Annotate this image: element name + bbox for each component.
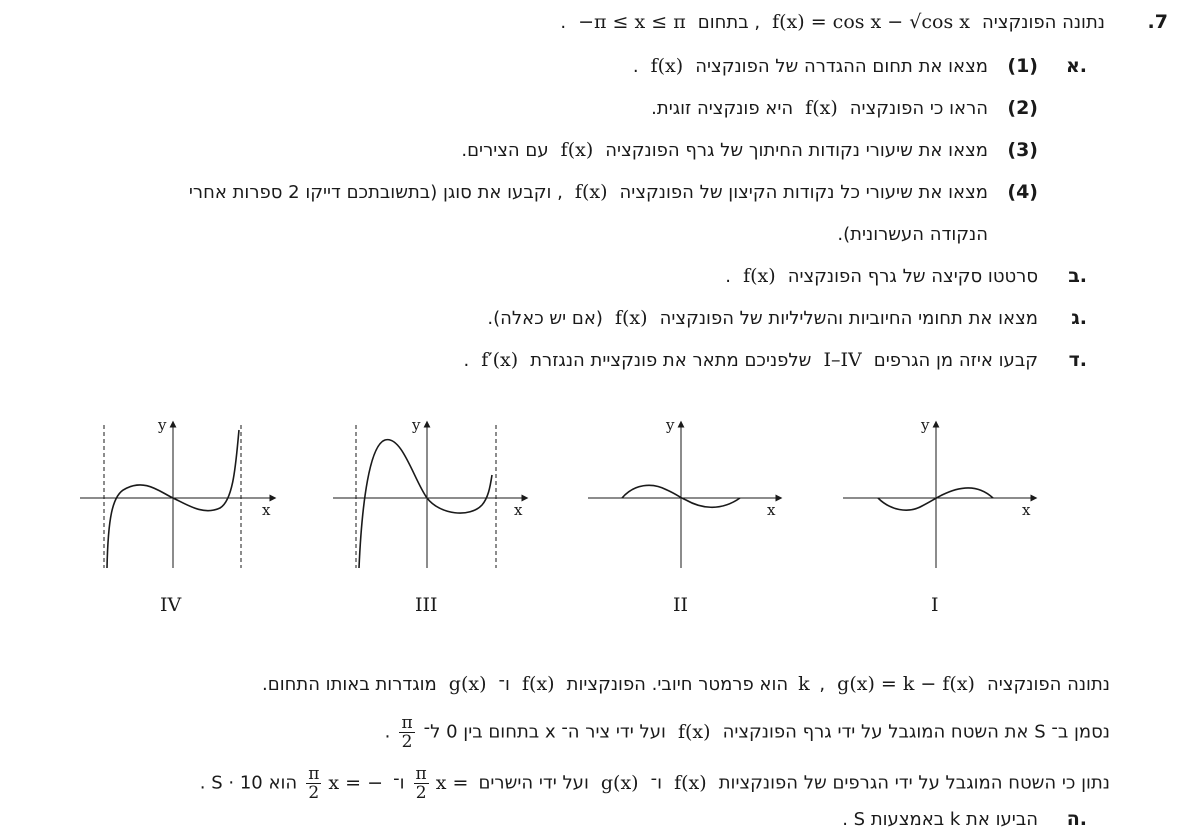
part-c-label: ג. (1071, 307, 1087, 329)
p2-l1-text2: הוא פרמטר חיובי. הפונקציות (566, 674, 789, 695)
item-line2: הנקודה העשרונית). (837, 224, 988, 245)
intro-domain: −π ≤ x ≤ π (578, 11, 686, 33)
graph-iii-y-label: y (412, 416, 421, 434)
p2-l2-math: f(x) (677, 720, 711, 743)
graph-iv-x-label: x (262, 501, 271, 519)
p2-l3-and2: ו־ (393, 772, 405, 794)
item-text: הראו כי הפונקציה (849, 98, 988, 119)
intro-end: . (560, 12, 567, 33)
graph-ii (588, 416, 781, 568)
question-number: .7 (1147, 11, 1168, 33)
p2-l3-math2: g(x) (600, 771, 639, 794)
item-text: מצאו את שיעורי כל נקודות הקיצון של הפונקציה (619, 182, 988, 203)
p2-l1-text: נתונה הפונקציה (987, 674, 1110, 695)
part-c-text: מצאו את תחומי החיוביות והשליליות של הפונקציה (659, 308, 1038, 329)
part-c-tail: (אם יש כאלה). (487, 308, 603, 329)
p2-l3-text: נתון כי השטח המוגבל על ידי הגרפים של הפונקציות (718, 772, 1110, 794)
item-tail: היא פונקציה זוגית. (651, 98, 794, 119)
intro-formula: f(x) = cos x − √cos x (772, 11, 970, 33)
item-tail: , וקבעו את סוגן (בתשובתכם דייקו 2 ספרות אחרי (188, 182, 563, 203)
p2-l3-xeq-neg: x = − (328, 771, 384, 794)
item-math: f(x) (560, 139, 594, 161)
graph-iii-label: III (415, 594, 438, 616)
part2-line-1: נתונה הפונקציה g(x) = k − f(x) , k הוא פרמטר חיובי. הפונקציות f(x) ו־ g(x) מוגדרות באותו התחום. (262, 673, 1110, 695)
graph-ii-label: II (673, 594, 689, 616)
part-b-text: סרטטו סקיצה של גרף הפונקציה (787, 266, 1038, 287)
p2-l3-and: ו־ (650, 772, 663, 794)
intro-text: נתונה הפונקציה (982, 12, 1105, 33)
graph-i-y-label: y (921, 416, 930, 434)
p2-l1-k: k (798, 673, 810, 695)
graph-iii-x-label: x (514, 501, 523, 519)
part-e-text: הביעו את k באמצעות S . (842, 809, 1038, 830)
part2-line-2: נסמן ב־ S את השטח המוגבל על ידי גרף הפונקציה f(x) ועל ידי ציר ה־ x בתחום בין 0 ל־ $\frac{\pi}{2}$ . (384, 713, 1110, 752)
item-text: מצאו את שיעורי נקודות החיתוך של גרף הפונקציה (605, 140, 988, 161)
graph-iii-curve (359, 440, 492, 568)
part-a-item-1-num: (1) (1007, 55, 1038, 77)
p2-l3-text2: ועל ידי הישרים (478, 772, 589, 794)
part-d-label: ד. (1068, 349, 1087, 371)
part-b (725, 264, 1038, 289)
part-a-label: א. (1065, 55, 1087, 77)
item-math: f(x) (574, 181, 608, 203)
graph-ii-x-label: x (767, 501, 776, 519)
part-d-math1: I–IV (823, 349, 862, 371)
p2-l1-math3: g(x) (448, 673, 487, 695)
part-d-tail: . (463, 350, 470, 371)
p2-l3-math: f(x) (674, 771, 707, 794)
graph-iv (80, 416, 275, 568)
part-d-text: קבעו איזה מן הגרפים (873, 350, 1038, 371)
part-d (463, 348, 1038, 373)
p2-l2-text: נסמן ב־ S את השטח המוגבל על ידי גרף הפונקציה (722, 721, 1110, 743)
p2-l3-frac2: $\frac{\pi}{2}$ (308, 764, 320, 803)
part-c-math: f(x) (614, 307, 648, 329)
part-a-item-4 (189, 180, 988, 205)
part-d-math2: f′(x) (481, 349, 519, 371)
part-a-item-4-num: (4) (1007, 181, 1038, 203)
item-math: f(x) (650, 55, 684, 77)
graph-iii (333, 416, 527, 568)
part-d-text2: שלפניכם מתאר את פונקציית הנגזרת (530, 350, 812, 371)
part-a-item-1 (633, 54, 988, 79)
p2-l2-frac: $\frac{\pi}{2}$ (401, 713, 413, 752)
item-math: f(x) (805, 97, 838, 119)
p2-l3-xeq: x = (435, 771, 469, 794)
part-b-label: ב. (1068, 265, 1087, 287)
graph-ii-y-label: y (666, 416, 675, 434)
question-intro (560, 10, 1105, 35)
p2-l1-tail: מוגדרות באותו התחום. (262, 674, 437, 695)
item-text: מצאו את תחום ההגדרה של הפונקציה (695, 56, 988, 77)
intro-domain-text: , בתחום (697, 12, 761, 33)
p2-l1-math2: f(x) (522, 673, 555, 695)
p2-l3-tail: הוא 10 · S . (199, 772, 298, 794)
part-b-tail: . (725, 266, 732, 287)
p2-l3-frac1: $\frac{\pi}{2}$ (415, 764, 427, 803)
p2-l1-math: g(x) = k − f(x) (837, 673, 975, 695)
p2-l1-and: ו־ (498, 674, 510, 695)
part2-line-3 (200, 765, 1110, 802)
part-c (487, 306, 1038, 331)
graph-iv-y-label: y (158, 416, 167, 434)
item-tail: עם הצירים. (461, 140, 549, 161)
item-tail: . (632, 56, 639, 77)
part-e-label: ה. (1066, 808, 1087, 830)
part-a-item-4-line2 (837, 222, 988, 247)
graph-i-label: I (931, 594, 939, 616)
graph-i-x-label: x (1022, 501, 1031, 519)
part-a-item-3 (461, 138, 988, 163)
graph-iv-label: IV (160, 594, 182, 616)
part-e (842, 807, 1038, 832)
part-a-item-3-num: (3) (1007, 139, 1038, 161)
part-a-item-2 (651, 96, 988, 121)
graph-i (843, 416, 1036, 568)
part-b-math: f(x) (743, 265, 776, 287)
part-a-item-2-num: (2) (1007, 97, 1038, 119)
p2-l2-text2: ועל ידי ציר ה־ x בתחום בין 0 ל־ (423, 721, 666, 743)
